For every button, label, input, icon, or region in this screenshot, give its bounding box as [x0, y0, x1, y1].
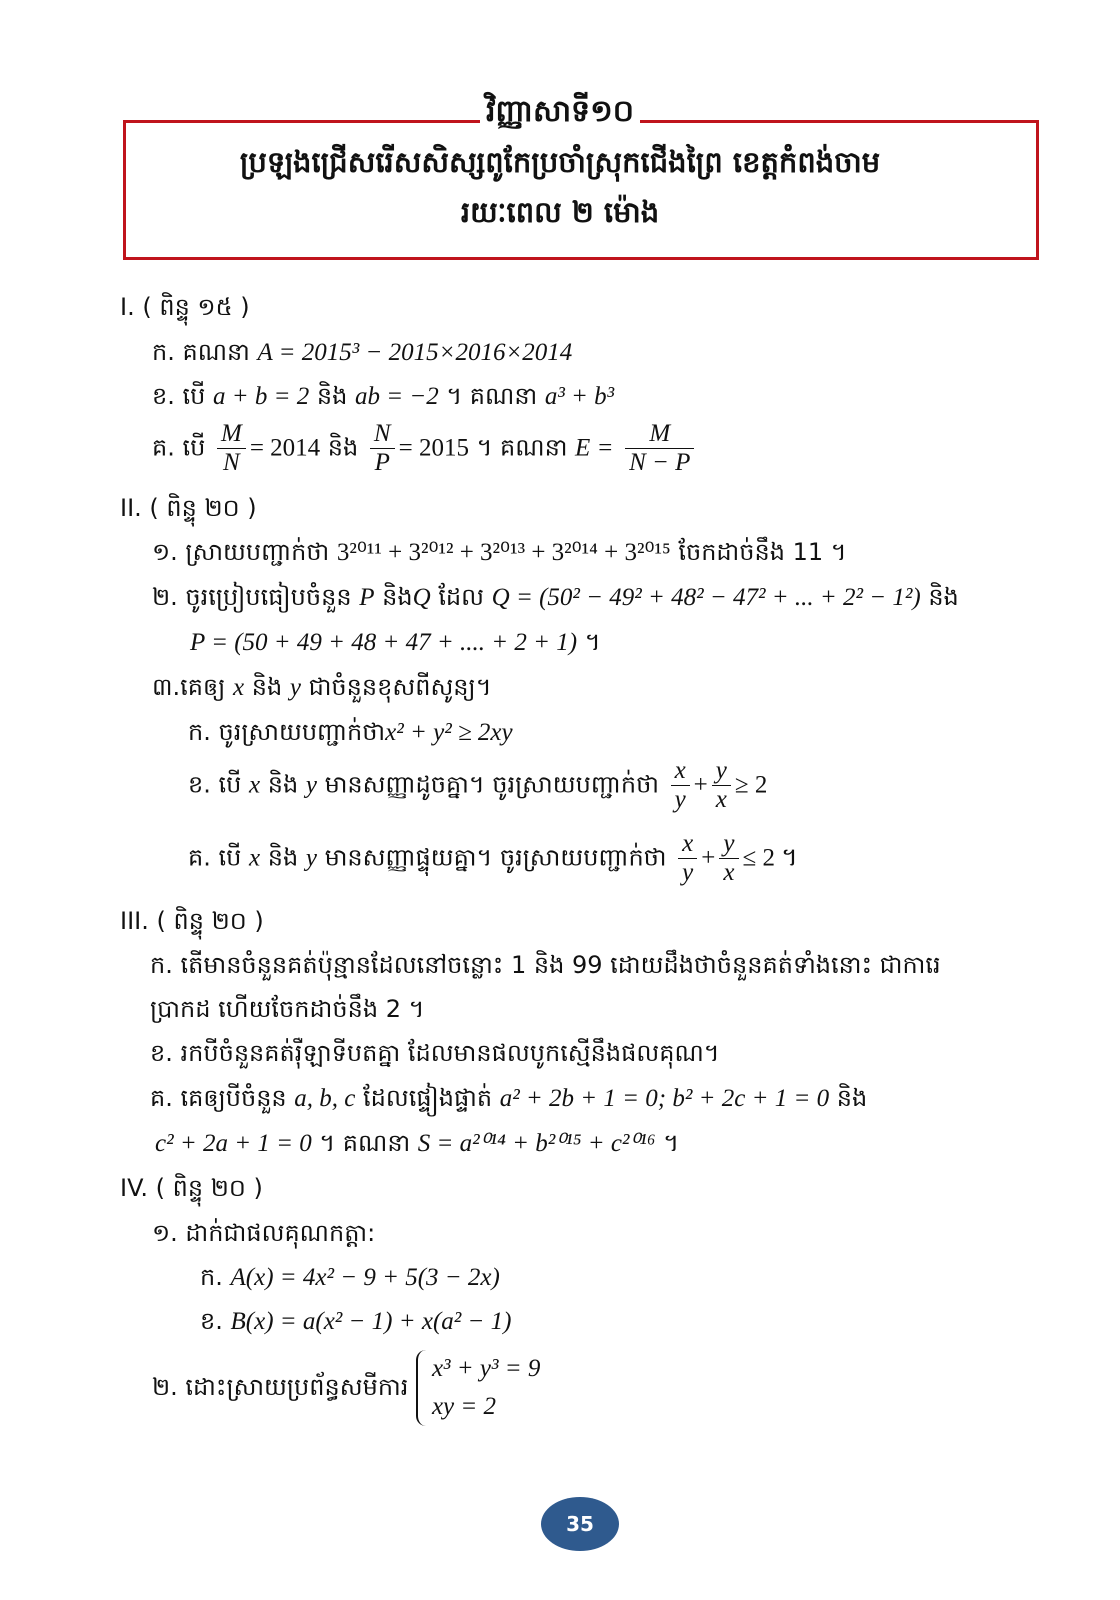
question-2-3a: ក. ចូរស្រាយបញ្ជាក់ថាx² + y² ≥ 2xy — [188, 718, 513, 746]
exam-number-title: វិញ្ញាសាទី១០ — [0, 92, 1120, 136]
question-3c: គ. គេឲ្យបីចំនួន a, b, c ដែលផ្ទៀងផ្ទាត់ a² + 2b + 1 = 0; b² + 2c + 1 = 0 និង — [150, 1084, 868, 1112]
question-2-3: ៣.គេឲ្យ x និង y ជាចំនួនខុសពីសូន្យ។ — [152, 673, 492, 701]
exam-duration: រយៈពេល ២ ម៉ោង — [460, 195, 660, 229]
header-frame — [123, 120, 1039, 260]
page-number-badge: 35 — [541, 1497, 619, 1551]
brace-icon — [416, 1350, 430, 1426]
section-heading: II. ( ពិន្ទុ ២០ ) — [120, 494, 257, 522]
fraction: $\frac{x}{y}$ — [671, 757, 690, 814]
fraction: $\frac{M}{N - P}$ — [625, 420, 694, 477]
question-1b: ខ. បើ a + b = 2 និង ab = −2 ។ គណនា a³ + b³ — [152, 382, 615, 410]
question-2-3c: គ. បើ x និង y មានសញ្ញាផ្ទុយគ្នា។ ចូរស្រាយបញ្ជាក់ថា $\frac{x}{y}$ + $\frac{y}{x}$ ≤ 2 ។ — [188, 830, 798, 886]
section-heading: I. ( ពិន្ទុ ១៥ ) — [120, 293, 250, 321]
question-3a-cont: ប្រាកដ ហើយចែកដាច់នឹង 2 ។ — [150, 995, 425, 1023]
question-1a: ក. គណនា A = 2015³ − 2015×2016×2014 — [152, 338, 573, 366]
question-4-1b: ខ. B(x) = a(x² − 1) + x(a² − 1) — [200, 1307, 512, 1335]
question-2-3b: ខ. បើ x និង y មានសញ្ញាដូចគ្នា។ ចូរស្រាយបញ្ជាក់ថា $\frac{x}{y}$ + $\frac{y}{x}$ ≥ 2 — [188, 757, 768, 813]
equation-system: x³ + y³ = 9 xy = 2 — [416, 1350, 540, 1426]
fraction: $\frac{y}{x}$ — [712, 757, 731, 814]
fraction: $\frac{N}{P}$ — [370, 420, 395, 477]
section-heading: III. ( ពិន្ទុ ២០ ) — [120, 907, 264, 935]
section-heading: IV. ( ពិន្ទុ ២០ ) — [120, 1174, 263, 1202]
fraction: $\frac{x}{y}$ — [678, 830, 697, 887]
question-4-2: ២. ដោះស្រាយប្រព័ន្ធសមីការ x³ + y³ = 9 xy = 2 — [152, 1350, 540, 1426]
fraction: $\frac{y}{x}$ — [719, 830, 738, 887]
question-1c: គ. បើ $\frac{M}{N}$ = 2014 និង $\frac{N}{P}$ = 2015 ។ គណនា E = $\frac{M}{N - P}$ — [152, 420, 698, 477]
question-4-1a: ក. A(x) = 4x² − 9 + 5(3 − 2x) — [200, 1263, 500, 1291]
question-3b: ខ. រកបីចំនួនគត់រ៉ឺឡាទីបតគ្នា ដែលមានផលបូកស្មើនឹងផលគុណ។ — [150, 1039, 720, 1067]
question-2-1: ១. ស្រាយបញ្ជាក់ថា 3²⁰¹¹ + 3²⁰¹² + 3²⁰¹³ + 3²⁰¹⁴ + 3²⁰¹⁵ ចែកដាច់នឹង 11 ។ — [152, 538, 847, 566]
question-2-2: ២. ចូរប្រៀបធៀបចំនួន P និងQ ដែល Q = (50² − 49² + 48² − 47² + ... + 2² − 1²) និង — [152, 583, 959, 611]
exam-title: ប្រឡងជ្រើសរើសសិស្សពូកែប្រចាំស្រុកជើងព្រៃ ខេត្តកំពង់ចាម — [239, 145, 881, 179]
fraction: $\frac{M}{N}$ — [217, 420, 246, 477]
question-3a: ក. តើមានចំនួនគត់ប៉ុន្មានដែលនៅចន្លោះ 1 និង 99 ដោយដឹងថាចំនួនគត់ទាំងនោះ ជាការេ — [150, 951, 941, 979]
question-4-1: ១. ដាក់ជាផលគុណកត្តា: — [152, 1219, 376, 1247]
question-3c-cont: c² + 2a + 1 = 0 ។ គណនា S = a²⁰¹⁴ + b²⁰¹⁵ + c²⁰¹⁶ ។ — [155, 1129, 680, 1157]
question-2-2-cont: P = (50 + 49 + 48 + 47 + .... + 2 + 1) ។ — [190, 628, 601, 656]
